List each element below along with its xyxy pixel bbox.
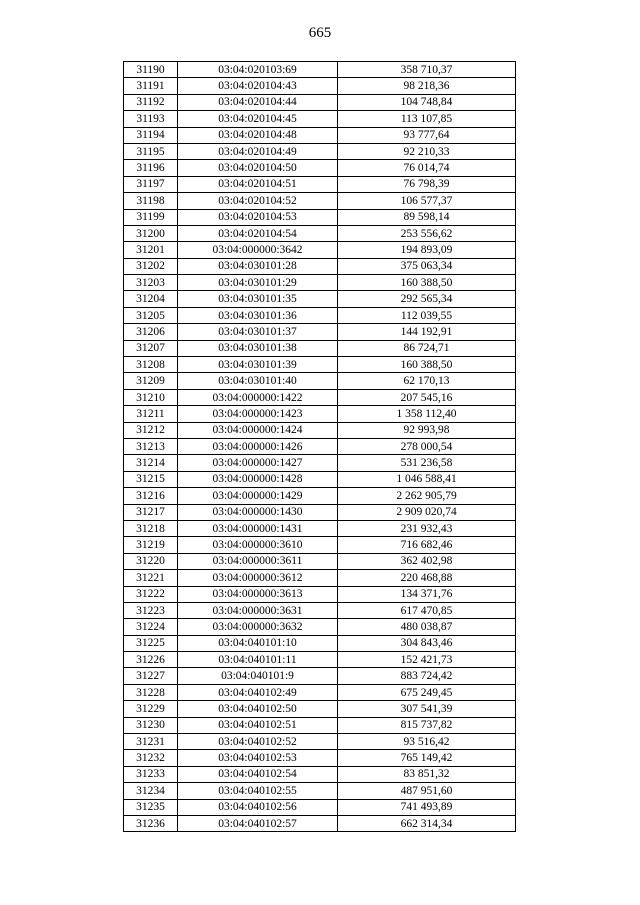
table-row <box>124 193 516 209</box>
table-row <box>124 242 516 258</box>
page-number: 665 <box>308 25 332 41</box>
value-cell: 194 893,09 <box>338 242 516 258</box>
table-row <box>124 357 516 373</box>
table-row <box>124 783 516 799</box>
table-row <box>124 78 516 94</box>
value-cell: 741 493,89 <box>338 799 516 815</box>
table-row <box>124 717 516 733</box>
value-cell: 89 598,14 <box>338 209 516 225</box>
cadastral-number-cell: 03:04:030101:28 <box>178 258 338 274</box>
table-row <box>124 586 516 602</box>
table-row <box>124 750 516 766</box>
table-row <box>124 602 516 618</box>
table-row <box>124 455 516 471</box>
value-cell: 104 748,84 <box>338 94 516 110</box>
row-number-cell: 31199 <box>124 209 178 225</box>
row-number-cell: 31198 <box>124 193 178 209</box>
table-row <box>124 684 516 700</box>
cadastral-number-cell: 03:04:030101:29 <box>178 275 338 291</box>
cadastral-number-cell: 03:04:030101:39 <box>178 357 338 373</box>
cadastral-number-cell: 03:04:000000:1423 <box>178 406 338 422</box>
cadastral-number-cell: 03:04:030101:38 <box>178 340 338 356</box>
value-cell: 92 993,98 <box>338 422 516 438</box>
cadastral-number-cell: 03:04:020104:49 <box>178 143 338 159</box>
cadastral-number-cell: 03:04:020104:48 <box>178 127 338 143</box>
row-number-cell: 31232 <box>124 750 178 766</box>
cadastral-number-cell: 03:04:000000:1427 <box>178 455 338 471</box>
row-number-cell: 31195 <box>124 143 178 159</box>
cadastral-number-cell: 03:04:040102:55 <box>178 783 338 799</box>
cadastral-number-cell: 03:04:030101:35 <box>178 291 338 307</box>
table-row <box>124 504 516 520</box>
table-row <box>124 291 516 307</box>
row-number-cell: 31233 <box>124 766 178 782</box>
cadastral-number-cell: 03:04:040101:10 <box>178 635 338 651</box>
table-row <box>124 668 516 684</box>
row-number-cell: 31204 <box>124 291 178 307</box>
cadastral-number-cell: 03:04:000000:3642 <box>178 242 338 258</box>
value-cell: 716 682,46 <box>338 537 516 553</box>
row-number-cell: 31222 <box>124 586 178 602</box>
row-number-cell: 31196 <box>124 160 178 176</box>
table-row <box>124 225 516 241</box>
table-row <box>124 373 516 389</box>
cadastral-number-cell: 03:04:000000:3610 <box>178 537 338 553</box>
row-number-cell: 31226 <box>124 652 178 668</box>
table-row <box>124 307 516 323</box>
value-cell: 83 851,32 <box>338 766 516 782</box>
value-cell: 113 107,85 <box>338 111 516 127</box>
row-number-cell: 31200 <box>124 225 178 241</box>
value-cell: 2 909 020,74 <box>338 504 516 520</box>
cadastral-number-cell: 03:04:000000:1430 <box>178 504 338 520</box>
value-cell: 487 951,60 <box>338 783 516 799</box>
value-cell: 76 798,39 <box>338 176 516 192</box>
row-number-cell: 31220 <box>124 553 178 569</box>
cadastral-number-cell: 03:04:040102:52 <box>178 734 338 750</box>
row-number-cell: 31225 <box>124 635 178 651</box>
value-cell: 92 210,33 <box>338 143 516 159</box>
value-cell: 62 170,13 <box>338 373 516 389</box>
row-number-cell: 31194 <box>124 127 178 143</box>
row-number-cell: 31208 <box>124 357 178 373</box>
table-row <box>124 619 516 635</box>
value-cell: 304 843,46 <box>338 635 516 651</box>
cadastral-number-cell: 03:04:000000:3613 <box>178 586 338 602</box>
table-row <box>124 635 516 651</box>
table-row <box>124 176 516 192</box>
cadastral-number-cell: 03:04:000000:1424 <box>178 422 338 438</box>
cadastral-number-cell: 03:04:020104:51 <box>178 176 338 192</box>
cadastral-number-cell: 03:04:040101:9 <box>178 668 338 684</box>
cadastral-number-cell: 03:04:040102:50 <box>178 701 338 717</box>
table-row <box>124 701 516 717</box>
value-cell: 765 149,42 <box>338 750 516 766</box>
row-number-cell: 31218 <box>124 520 178 536</box>
cadastral-number-cell: 03:04:030101:40 <box>178 373 338 389</box>
value-cell: 207 545,16 <box>338 389 516 405</box>
row-number-cell: 31207 <box>124 340 178 356</box>
value-cell: 106 577,37 <box>338 193 516 209</box>
table-row <box>124 537 516 553</box>
row-number-cell: 31219 <box>124 537 178 553</box>
row-number-cell: 31229 <box>124 701 178 717</box>
cadastral-number-cell: 03:04:040102:54 <box>178 766 338 782</box>
cadastral-number-cell: 03:04:000000:1429 <box>178 488 338 504</box>
row-number-cell: 31221 <box>124 570 178 586</box>
cadastral-number-cell: 03:04:000000:3612 <box>178 570 338 586</box>
row-number-cell: 31203 <box>124 275 178 291</box>
value-cell: 112 039,55 <box>338 307 516 323</box>
cadastral-number-cell: 03:04:040101:11 <box>178 652 338 668</box>
cadastral-number-cell: 03:04:020104:52 <box>178 193 338 209</box>
value-cell: 480 038,87 <box>338 619 516 635</box>
table-row <box>124 340 516 356</box>
row-number-cell: 31234 <box>124 783 178 799</box>
row-number-cell: 31228 <box>124 684 178 700</box>
row-number-cell: 31223 <box>124 602 178 618</box>
value-cell: 253 556,62 <box>338 225 516 241</box>
cadastral-number-cell: 03:04:000000:3631 <box>178 602 338 618</box>
value-cell: 160 388,50 <box>338 275 516 291</box>
table-row <box>124 275 516 291</box>
table-row <box>124 258 516 274</box>
value-cell: 86 724,71 <box>338 340 516 356</box>
row-number-cell: 31201 <box>124 242 178 258</box>
row-number-cell: 31206 <box>124 324 178 340</box>
row-number-cell: 31235 <box>124 799 178 815</box>
table-row <box>124 438 516 454</box>
value-cell: 375 063,34 <box>338 258 516 274</box>
value-cell: 2 262 905,79 <box>338 488 516 504</box>
row-number-cell: 31197 <box>124 176 178 192</box>
cadastral-number-cell: 03:04:000000:3611 <box>178 553 338 569</box>
row-number-cell: 31192 <box>124 94 178 110</box>
cadastral-number-cell: 03:04:020104:44 <box>178 94 338 110</box>
cadastral-number-cell: 03:04:000000:1428 <box>178 471 338 487</box>
cadastral-number-cell: 03:04:020104:53 <box>178 209 338 225</box>
cadastral-number-cell: 03:04:020104:54 <box>178 225 338 241</box>
row-number-cell: 31210 <box>124 389 178 405</box>
value-cell: 134 371,76 <box>338 586 516 602</box>
cadastral-number-cell: 03:04:030101:37 <box>178 324 338 340</box>
value-cell: 98 218,36 <box>338 78 516 94</box>
cadastral-number-cell: 03:04:020104:45 <box>178 111 338 127</box>
value-cell: 152 421,73 <box>338 652 516 668</box>
value-cell: 292 565,34 <box>338 291 516 307</box>
cadastral-number-cell: 03:04:000000:1422 <box>178 389 338 405</box>
value-cell: 160 388,50 <box>338 357 516 373</box>
cadastral-number-cell: 03:04:040102:56 <box>178 799 338 815</box>
value-cell: 93 516,42 <box>338 734 516 750</box>
cadastral-number-cell: 03:04:040102:49 <box>178 684 338 700</box>
table-row <box>124 62 516 78</box>
row-number-cell: 31190 <box>124 62 178 78</box>
value-cell: 231 932,43 <box>338 520 516 536</box>
row-number-cell: 31193 <box>124 111 178 127</box>
row-number-cell: 31214 <box>124 455 178 471</box>
row-number-cell: 31209 <box>124 373 178 389</box>
value-cell: 307 541,39 <box>338 701 516 717</box>
table-row <box>124 471 516 487</box>
value-cell: 278 000,54 <box>338 438 516 454</box>
cadastral-number-cell: 03:04:020103:69 <box>178 62 338 78</box>
row-number-cell: 31205 <box>124 307 178 323</box>
table-row <box>124 127 516 143</box>
table-row <box>124 652 516 668</box>
table-row <box>124 406 516 422</box>
value-cell: 675 249,45 <box>338 684 516 700</box>
value-cell: 358 710,37 <box>338 62 516 78</box>
value-cell: 362 402,98 <box>338 553 516 569</box>
row-number-cell: 31213 <box>124 438 178 454</box>
table-row <box>124 520 516 536</box>
table-row <box>124 209 516 225</box>
row-number-cell: 31212 <box>124 422 178 438</box>
row-number-cell: 31230 <box>124 717 178 733</box>
cadastral-number-cell: 03:04:000000:1431 <box>178 520 338 536</box>
table-row <box>124 553 516 569</box>
value-cell: 93 777,64 <box>338 127 516 143</box>
table-row <box>124 389 516 405</box>
table-row <box>124 766 516 782</box>
cadastral-number-cell: 03:04:040102:57 <box>178 815 338 831</box>
row-number-cell: 31236 <box>124 815 178 831</box>
table-row <box>124 799 516 815</box>
table-row <box>124 815 516 831</box>
value-cell: 883 724,42 <box>338 668 516 684</box>
row-number-cell: 31217 <box>124 504 178 520</box>
value-cell: 220 468,88 <box>338 570 516 586</box>
row-number-cell: 31202 <box>124 258 178 274</box>
table-row <box>124 94 516 110</box>
cadastral-number-cell: 03:04:000000:3632 <box>178 619 338 635</box>
table-row <box>124 111 516 127</box>
table-row <box>124 160 516 176</box>
value-cell: 76 014,74 <box>338 160 516 176</box>
table-row <box>124 570 516 586</box>
cadastral-number-cell: 03:04:020104:50 <box>178 160 338 176</box>
row-number-cell: 31211 <box>124 406 178 422</box>
row-number-cell: 31191 <box>124 78 178 94</box>
row-number-cell: 31224 <box>124 619 178 635</box>
table-body <box>124 62 516 832</box>
cadastral-number-cell: 03:04:020104:43 <box>178 78 338 94</box>
value-cell: 144 192,91 <box>338 324 516 340</box>
cadastral-number-cell: 03:04:040102:51 <box>178 717 338 733</box>
value-cell: 531 236,58 <box>338 455 516 471</box>
row-number-cell: 31231 <box>124 734 178 750</box>
table-row <box>124 324 516 340</box>
table-row <box>124 422 516 438</box>
value-cell: 662 314,34 <box>338 815 516 831</box>
table-row <box>124 734 516 750</box>
table-row <box>124 488 516 504</box>
value-cell: 1 046 588,41 <box>338 471 516 487</box>
cadastral-value-table <box>123 61 516 832</box>
table-row <box>124 143 516 159</box>
value-cell: 815 737,82 <box>338 717 516 733</box>
cadastral-number-cell: 03:04:000000:1426 <box>178 438 338 454</box>
row-number-cell: 31227 <box>124 668 178 684</box>
value-cell: 617 470,85 <box>338 602 516 618</box>
row-number-cell: 31216 <box>124 488 178 504</box>
value-cell: 1 358 112,40 <box>338 406 516 422</box>
cadastral-number-cell: 03:04:040102:53 <box>178 750 338 766</box>
cadastral-number-cell: 03:04:030101:36 <box>178 307 338 323</box>
row-number-cell: 31215 <box>124 471 178 487</box>
